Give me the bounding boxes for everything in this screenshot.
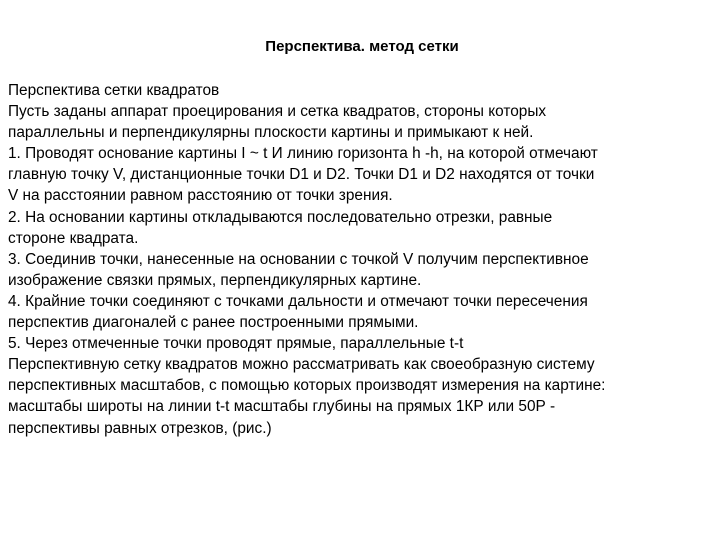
body-line: 3. Соединив точки, нанесенные на основании с точкой V получим перспективное	[8, 250, 589, 268]
body-line: Пусть заданы аппарат проецирования и сетка квадратов, стороны которых	[8, 103, 547, 121]
body-line: параллельны и перпендикулярны плоскости картины и примыкают к ней.	[8, 124, 534, 142]
body-line: V на расстоянии равном расстоянию от точки зрения.	[8, 187, 393, 205]
body-line: стороне квадрата.	[8, 229, 139, 247]
slide-body	[8, 80, 714, 439]
body-line: перспективных масштабов, с помощью которых производят измерения на картине:	[8, 377, 606, 395]
body-line: перспективы равных отрезков, (рис.)	[8, 419, 272, 437]
slide-title: Перспектива. метод сетки	[265, 38, 459, 55]
body-line: 2. На основании картины откладываются последовательно отрезки, равные	[8, 208, 553, 226]
body-line: 1. Проводят основание картины I ~ t И линию горизонта h -h, на которой отмечают	[8, 145, 598, 163]
body-line: Перспектива сетки квадратов	[8, 82, 220, 99]
body-line: Перспективную сетку квадратов можно рассматривать как своеобразную систему	[8, 356, 595, 374]
body-line: перспектив диагоналей с ранее построенными прямыми.	[8, 314, 419, 332]
body-line: 5. Через отмеченные точки проводят прямые, параллельные t-t	[8, 335, 464, 353]
body-line: 4. Крайние точки соединяют с точками дальности и отмечают точки пересечения	[8, 292, 588, 310]
body-line: главную точку V, дистанционные точки D1 и D2. Точки D1 и D2 находятся от точки	[8, 166, 595, 184]
body-line: масштабы широты на линии t-t масштабы глубины на прямых 1КР или 50Р -	[8, 398, 556, 416]
body-line: изображение связки прямых, перпендикулярных картине.	[8, 271, 422, 289]
